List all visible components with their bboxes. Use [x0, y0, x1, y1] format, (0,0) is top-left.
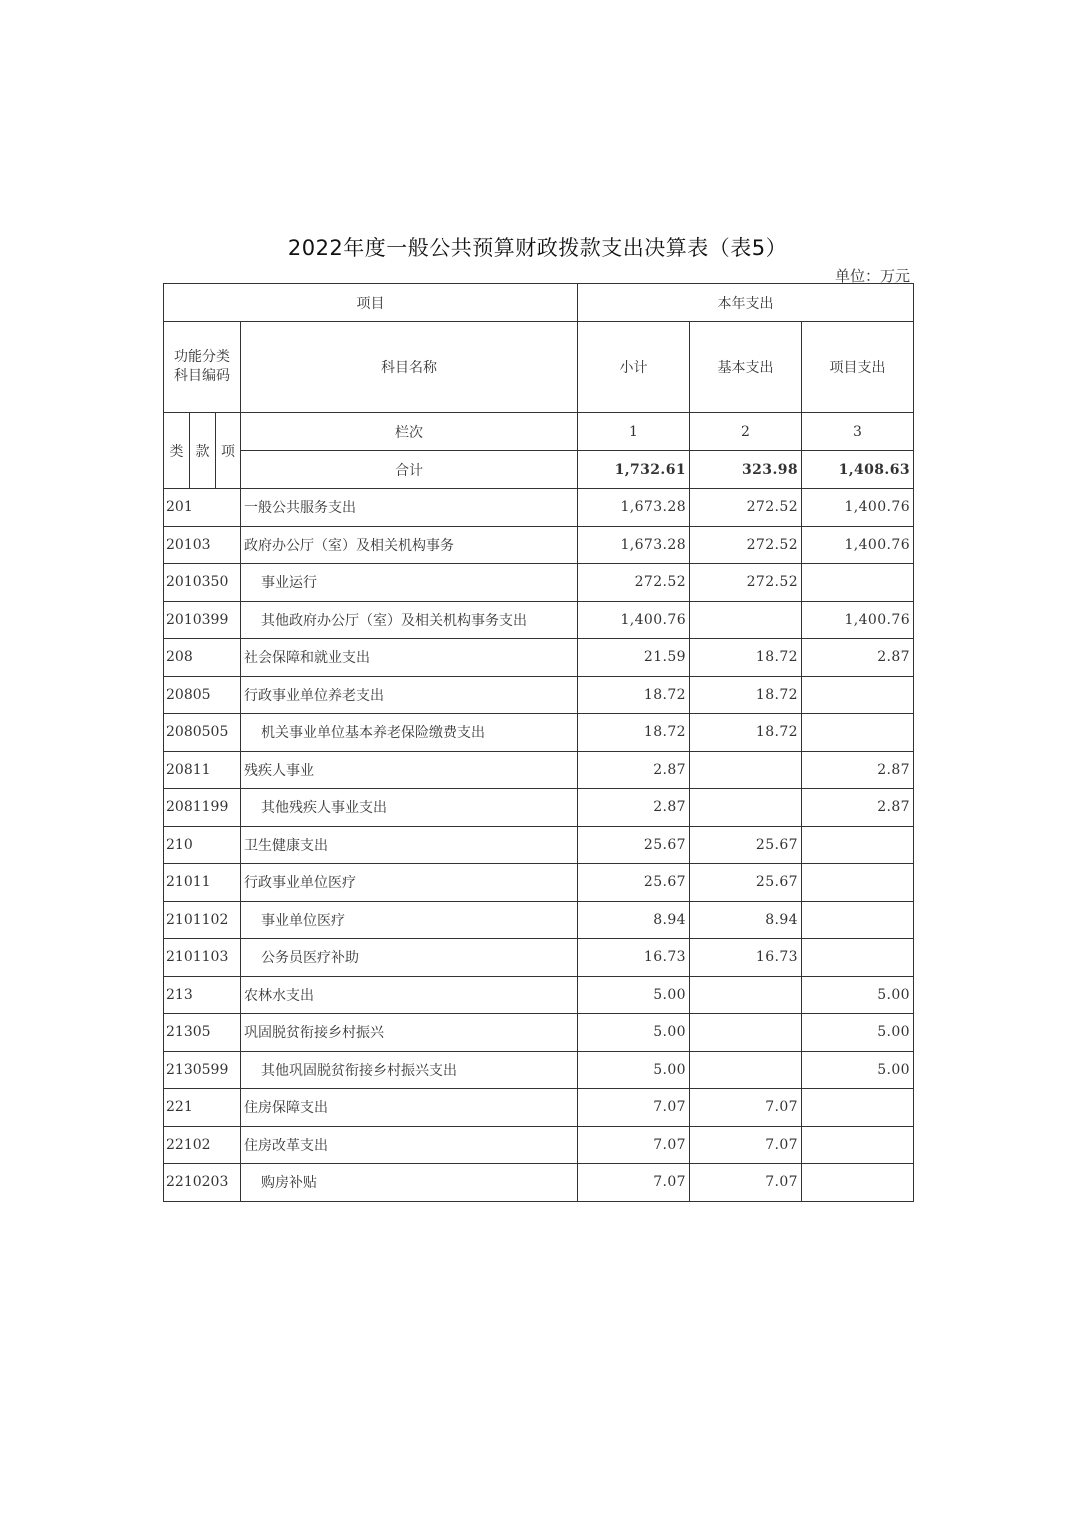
- row-name: 住房保障支出: [241, 1089, 578, 1127]
- row-basic: 25.67: [690, 864, 802, 902]
- row-project: [802, 939, 914, 977]
- row-subtotal: 1,673.28: [578, 526, 690, 564]
- row-basic: 7.07: [690, 1126, 802, 1164]
- row-name: 其他巩固脱贫衔接乡村振兴支出: [241, 1051, 578, 1089]
- row-name: 事业单位医疗: [241, 901, 578, 939]
- row-basic: [690, 789, 802, 827]
- header-lei: 类: [164, 413, 190, 489]
- row-code: 2101103: [164, 939, 241, 977]
- row-name: 机关事业单位基本养老保险缴费支出: [241, 714, 578, 752]
- row-subtotal: 21.59: [578, 639, 690, 677]
- row-project: [802, 901, 914, 939]
- row-name: 卫生健康支出: [241, 826, 578, 864]
- row-code: 2010399: [164, 601, 241, 639]
- row-name: 其他政府办公厅（室）及相关机构事务支出: [241, 601, 578, 639]
- row-code: 20805: [164, 676, 241, 714]
- row-project: [802, 714, 914, 752]
- row-subtotal: 7.07: [578, 1089, 690, 1127]
- row-basic: 272.52: [690, 526, 802, 564]
- header-subject-name: 科目名称: [241, 322, 578, 413]
- header-col-1: 1: [578, 413, 690, 451]
- row-basic: [690, 976, 802, 1014]
- total-row: [164, 451, 914, 489]
- row-code: 20811: [164, 751, 241, 789]
- row-basic: 18.72: [690, 676, 802, 714]
- row-basic: 272.52: [690, 489, 802, 527]
- header-row-2: [164, 322, 914, 413]
- row-basic: 7.07: [690, 1089, 802, 1127]
- row-project: 2.87: [802, 639, 914, 677]
- header-kuan: 款: [190, 413, 216, 489]
- total-label: 合计: [241, 451, 578, 489]
- row-subtotal: 25.67: [578, 826, 690, 864]
- row-subtotal: 2.87: [578, 751, 690, 789]
- row-project: [802, 564, 914, 602]
- row-basic: [690, 601, 802, 639]
- row-project: [802, 676, 914, 714]
- row-name: 政府办公厅（室）及相关机构事务: [241, 526, 578, 564]
- table-row: [164, 1014, 914, 1052]
- header-project-expense: 项目支出: [802, 322, 914, 413]
- row-project: [802, 1164, 914, 1202]
- row-name: 一般公共服务支出: [241, 489, 578, 527]
- row-code: 2010350: [164, 564, 241, 602]
- row-project: 1,400.76: [802, 489, 914, 527]
- row-code: 208: [164, 639, 241, 677]
- row-project: 1,400.76: [802, 601, 914, 639]
- header-basic: 基本支出: [690, 322, 802, 413]
- row-name: 事业运行: [241, 564, 578, 602]
- row-subtotal: 8.94: [578, 901, 690, 939]
- header-this-year-expense: 本年支出: [578, 284, 914, 322]
- row-subtotal: 18.72: [578, 714, 690, 752]
- row-subtotal: 5.00: [578, 1014, 690, 1052]
- row-project: [802, 826, 914, 864]
- header-subtotal: 小计: [578, 322, 690, 413]
- table-row: [164, 564, 914, 602]
- row-project: 2.87: [802, 751, 914, 789]
- row-subtotal: 16.73: [578, 939, 690, 977]
- total-basic: 323.98: [690, 451, 802, 489]
- row-subtotal: 5.00: [578, 976, 690, 1014]
- row-basic: 272.52: [690, 564, 802, 602]
- row-code: 2210203: [164, 1164, 241, 1202]
- page-title: 2022年度一般公共预算财政拨款支出决算表（表5）: [287, 236, 788, 260]
- row-code: 2080505: [164, 714, 241, 752]
- row-basic: 18.72: [690, 714, 802, 752]
- row-name: 农林水支出: [241, 976, 578, 1014]
- header-func-code: 功能分类科目编码: [164, 322, 241, 413]
- header-row-3: [164, 413, 914, 451]
- row-basic: 25.67: [690, 826, 802, 864]
- row-project: [802, 1089, 914, 1127]
- row-project: 5.00: [802, 1051, 914, 1089]
- row-name: 购房补贴: [241, 1164, 578, 1202]
- row-subtotal: 5.00: [578, 1051, 690, 1089]
- table-row: [164, 901, 914, 939]
- table-row: [164, 864, 914, 902]
- row-code: 201: [164, 489, 241, 527]
- row-subtotal: 272.52: [578, 564, 690, 602]
- total-project: 1,408.63: [802, 451, 914, 489]
- row-subtotal: 7.07: [578, 1164, 690, 1202]
- row-subtotal: 1,400.76: [578, 601, 690, 639]
- row-name: 其他残疾人事业支出: [241, 789, 578, 827]
- row-basic: [690, 751, 802, 789]
- table-row: [164, 639, 914, 677]
- table-row: [164, 826, 914, 864]
- row-name: 公务员医疗补助: [241, 939, 578, 977]
- budget-table: [163, 283, 914, 1202]
- row-basic: 18.72: [690, 639, 802, 677]
- row-subtotal: 25.67: [578, 864, 690, 902]
- header-col-2: 2: [690, 413, 802, 451]
- header-project: 项目: [164, 284, 578, 322]
- table-row: [164, 601, 914, 639]
- row-project: 1,400.76: [802, 526, 914, 564]
- header-col-3: 3: [802, 413, 914, 451]
- header-row-1: [164, 284, 914, 322]
- row-subtotal: 1,673.28: [578, 489, 690, 527]
- row-project: 2.87: [802, 789, 914, 827]
- table-row: [164, 789, 914, 827]
- total-subtotal: 1,732.61: [578, 451, 690, 489]
- row-subtotal: 7.07: [578, 1126, 690, 1164]
- row-code: 221: [164, 1089, 241, 1127]
- table-row: [164, 1051, 914, 1089]
- row-subtotal: 18.72: [578, 676, 690, 714]
- row-basic: 7.07: [690, 1164, 802, 1202]
- row-basic: [690, 1051, 802, 1089]
- unit-label: 单位：万元: [834, 267, 910, 285]
- row-subtotal: 2.87: [578, 789, 690, 827]
- row-basic: 8.94: [690, 901, 802, 939]
- row-code: 2130599: [164, 1051, 241, 1089]
- table-row: [164, 489, 914, 527]
- row-code: 2081199: [164, 789, 241, 827]
- row-code: 20103: [164, 526, 241, 564]
- header-xiang: 项: [216, 413, 241, 489]
- row-name: 残疾人事业: [241, 751, 578, 789]
- row-code: 22102: [164, 1126, 241, 1164]
- row-project: 5.00: [802, 976, 914, 1014]
- row-code: 2101102: [164, 901, 241, 939]
- row-name: 住房改革支出: [241, 1126, 578, 1164]
- table-row: [164, 1164, 914, 1202]
- table-row: [164, 939, 914, 977]
- row-project: 5.00: [802, 1014, 914, 1052]
- table-row: [164, 1089, 914, 1127]
- row-project: [802, 1126, 914, 1164]
- row-code: 21011: [164, 864, 241, 902]
- row-name: 行政事业单位医疗: [241, 864, 578, 902]
- row-project: [802, 864, 914, 902]
- row-code: 210: [164, 826, 241, 864]
- table-row: [164, 676, 914, 714]
- row-basic: 16.73: [690, 939, 802, 977]
- table-row: [164, 1126, 914, 1164]
- row-code: 213: [164, 976, 241, 1014]
- row-name: 巩固脱贫衔接乡村振兴: [241, 1014, 578, 1052]
- table-row: [164, 526, 914, 564]
- table-row: [164, 714, 914, 752]
- row-name: 行政事业单位养老支出: [241, 676, 578, 714]
- row-name: 社会保障和就业支出: [241, 639, 578, 677]
- row-code: 21305: [164, 1014, 241, 1052]
- header-column-no: 栏次: [241, 413, 578, 451]
- table-row: [164, 976, 914, 1014]
- row-basic: [690, 1014, 802, 1052]
- table-row: [164, 751, 914, 789]
